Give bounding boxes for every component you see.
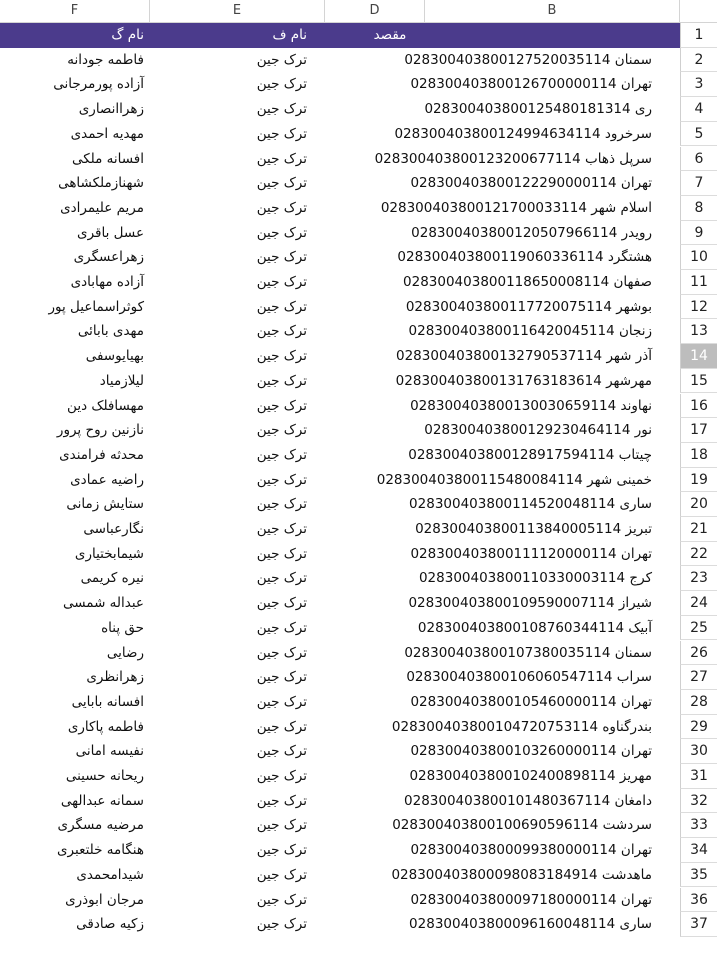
cell-family[interactable]: ترک جین — [256, 224, 307, 241]
cell-name[interactable]: حق پناه — [101, 619, 144, 636]
cell-id-destination[interactable]: 028300403800119060336114 هشتگرد — [397, 249, 652, 266]
row-number[interactable]: 14 — [680, 344, 717, 369]
cell-name[interactable]: ستایش زمانی — [66, 496, 144, 513]
cell-id-destination[interactable]: 028300403800131763183614 مهرشهر — [395, 372, 652, 389]
cell-family[interactable]: ترک جین — [256, 669, 307, 686]
table-row — [0, 863, 717, 888]
cell-name[interactable]: زکیه صادقی — [76, 916, 144, 933]
row-number[interactable]: 34 — [680, 838, 717, 863]
cell-name[interactable]: زهراانصاری — [78, 101, 144, 118]
cell-id-destination[interactable]: 028300403800106060547114 سراب — [406, 669, 652, 686]
cell-name[interactable]: راضیه عمادی — [70, 471, 144, 488]
cell-name[interactable]: عبداله شمسی — [62, 595, 144, 612]
table-row — [0, 369, 717, 394]
cell-name[interactable]: شهنازملکشاهی — [58, 175, 144, 192]
table-row — [0, 542, 717, 567]
row-number[interactable]: 19 — [680, 468, 717, 493]
table-row — [0, 813, 717, 838]
cell-family[interactable]: ترک جین — [256, 471, 307, 488]
table-row — [0, 715, 717, 740]
cell-id-destination[interactable]: 028300403800116420045114 زنجان — [408, 323, 652, 340]
row-number[interactable]: 33 — [680, 813, 717, 838]
header-cell-family[interactable]: نام ف — [272, 27, 307, 43]
cell-name[interactable]: نازنین روح پرور — [56, 422, 144, 439]
table-row — [0, 394, 717, 419]
cell-id-destination[interactable]: 028300403800097180000114 تهران — [410, 891, 652, 908]
table-row — [0, 566, 717, 591]
table-row — [0, 789, 717, 814]
row-number[interactable]: 11 — [680, 270, 717, 295]
table-row — [0, 418, 717, 443]
header-cell-destination[interactable]: مقصد — [373, 27, 407, 43]
header-cell-name[interactable]: نام گ — [111, 27, 144, 43]
cell-family[interactable]: ترک جین — [256, 595, 307, 612]
row-number[interactable]: 37 — [680, 912, 717, 937]
column-header-bar — [0, 0, 717, 23]
column-header-e[interactable]: E — [150, 0, 325, 22]
row-number[interactable]: 23 — [680, 566, 717, 591]
cell-name[interactable]: مهدی بابائی — [77, 323, 144, 340]
cell-family[interactable]: ترک جین — [256, 101, 307, 118]
cell-id-destination[interactable]: 028300403800103260000114 تهران — [410, 743, 652, 760]
cell-family[interactable]: ترک جین — [256, 644, 307, 661]
row-number[interactable]: 10 — [680, 245, 717, 270]
cell-name[interactable]: مریم علیمرادی — [60, 199, 144, 216]
cell-name[interactable]: رضایی — [106, 644, 144, 661]
column-header-f[interactable]: F — [0, 0, 150, 22]
row-number[interactable]: 8 — [680, 196, 717, 221]
cell-family[interactable]: ترک جین — [256, 842, 307, 859]
row-number[interactable]: 6 — [680, 147, 717, 172]
row-number[interactable]: 32 — [680, 789, 717, 814]
cell-family[interactable]: ترک جین — [256, 323, 307, 340]
row-number[interactable]: 9 — [680, 221, 717, 246]
cell-name[interactable]: زهرانظری — [86, 669, 144, 686]
row-number[interactable]: 28 — [680, 690, 717, 715]
cell-family[interactable]: ترک جین — [256, 397, 307, 414]
row-number[interactable]: 27 — [680, 665, 717, 690]
row-number[interactable]: 24 — [680, 591, 717, 616]
cell-name[interactable]: سمانه عبدالهی — [60, 792, 144, 809]
row-number[interactable]: 16 — [680, 394, 717, 419]
cell-name[interactable]: عسل باقری — [77, 224, 144, 241]
cell-id-destination[interactable]: 028300403800110330003114 کرج — [418, 570, 652, 587]
cell-id-destination[interactable]: 028300403800104720753114 بندرگناوه — [391, 718, 652, 735]
cell-name[interactable]: کوثراسماعیل پور — [48, 298, 144, 315]
table-row — [0, 492, 717, 517]
cell-name[interactable]: شیدامحمدی — [76, 866, 144, 883]
cell-family[interactable]: ترک جین — [256, 570, 307, 587]
cell-name[interactable]: فاطمه پاکاری — [67, 718, 144, 735]
cell-id-destination[interactable]: 028300403800102400898114 مهریز — [409, 768, 652, 784]
cell-id-destination[interactable]: 028300403800105460000114 تهران — [410, 693, 652, 710]
cell-name[interactable]: هنگامه خلتعبری — [56, 842, 144, 859]
table-header-row — [0, 23, 717, 48]
row-number[interactable]: 17 — [680, 418, 717, 443]
cell-name[interactable]: لیلازمیاد — [99, 372, 144, 389]
cell-id-destination[interactable]: 028300403800118650008114 صفهان — [403, 274, 652, 290]
table-row — [0, 319, 717, 344]
cell-name[interactable]: آزاده مهابادی — [70, 274, 144, 290]
cell-name[interactable]: بهیایوسفی — [85, 348, 144, 365]
cell-name[interactable]: محدثه فرامندی — [59, 446, 144, 463]
cell-family[interactable]: ترک جین — [256, 125, 307, 142]
table-row — [0, 443, 717, 468]
table-row — [0, 690, 717, 715]
table-row — [0, 838, 717, 863]
row-number[interactable]: 12 — [680, 295, 717, 320]
table-row — [0, 739, 717, 764]
cell-family[interactable]: ترک جین — [256, 446, 307, 463]
cell-family[interactable]: ترک جین — [256, 916, 307, 933]
cell-family[interactable]: ترک جین — [256, 496, 307, 513]
cell-family[interactable]: ترک جین — [256, 348, 307, 365]
row-number[interactable]: 3 — [680, 72, 717, 97]
row-number[interactable]: 26 — [680, 641, 717, 666]
row-number[interactable]: 13 — [680, 319, 717, 344]
cell-id-destination[interactable]: 028300403800111120000114 تهران — [410, 545, 652, 562]
row-number[interactable]: 31 — [680, 764, 717, 789]
cell-id-destination[interactable]: 028300403800108760344114 آبیک — [417, 619, 652, 636]
cell-name[interactable]: شیمابختیاری — [74, 545, 144, 562]
row-number[interactable]: 29 — [680, 715, 717, 740]
cell-id-destination[interactable]: 028300403800099380000114 تهران — [410, 842, 652, 859]
cell-id-destination[interactable]: 028300403800129230464114 نور — [424, 422, 652, 439]
table-row — [0, 147, 717, 172]
cell-family[interactable]: ترک جین — [256, 768, 307, 784]
table-row — [0, 764, 717, 789]
cell-family[interactable]: ترک جین — [256, 51, 307, 68]
table-row — [0, 295, 717, 320]
cell-name[interactable]: نیره کریمی — [80, 570, 144, 587]
table-row — [0, 344, 717, 369]
cell-family[interactable]: ترک جین — [256, 199, 307, 216]
cell-family[interactable]: ترک جین — [256, 422, 307, 439]
row-number[interactable]: 22 — [680, 542, 717, 567]
cell-family[interactable]: ترک جین — [256, 298, 307, 315]
table-row — [0, 517, 717, 542]
table-row — [0, 616, 717, 641]
row-number[interactable]: 20 — [680, 492, 717, 517]
cell-id-destination[interactable]: 028300403800098083184914 ماهدشت — [391, 866, 652, 883]
cell-id-destination[interactable]: 028300403800126700000114 تهران — [410, 76, 652, 93]
row-number[interactable]: 36 — [680, 888, 717, 913]
cell-name[interactable]: مرجان ابوذری — [65, 891, 144, 908]
table-row — [0, 912, 717, 937]
table-row — [0, 665, 717, 690]
table-row — [0, 196, 717, 221]
cell-id-destination[interactable]: 028300403800115480084114 خمینی شهر — [376, 471, 652, 488]
cell-name[interactable]: آزاده پورمرجانی — [53, 76, 144, 93]
cell-family[interactable]: ترک جین — [256, 718, 307, 735]
column-header-b[interactable]: B — [425, 0, 680, 22]
cell-family[interactable]: ترک جین — [256, 743, 307, 760]
table-row — [0, 72, 717, 97]
cell-family[interactable]: ترک جین — [256, 274, 307, 290]
table-row — [0, 270, 717, 295]
cell-name[interactable]: مهسافلک دین — [67, 397, 144, 414]
cell-id-destination[interactable]: 028300403800117720075114 بوشهر — [405, 298, 652, 315]
cell-id-destination[interactable]: 028300403800124994634114 سرخرود — [394, 125, 652, 142]
table-row — [0, 641, 717, 666]
cell-id-destination[interactable]: 028300403800132790537114 آذر شهر — [396, 348, 652, 365]
cell-name[interactable]: ریحانه حسینی — [65, 768, 144, 784]
table-row — [0, 468, 717, 493]
table-row — [0, 888, 717, 913]
cell-id-destination[interactable]: 028300403800109590007114 شیراز — [408, 595, 652, 612]
table-row — [0, 97, 717, 122]
cell-id-destination[interactable]: 028300403800122290000114 تهران — [410, 175, 652, 192]
row-number[interactable]: 4 — [680, 97, 717, 122]
cell-name[interactable]: زهراعسگری — [73, 249, 144, 266]
cell-id-destination[interactable]: 028300403800101480367114 دامغان — [404, 792, 652, 809]
cell-family[interactable]: ترک جین — [256, 76, 307, 93]
cell-name[interactable]: نگارعباسی — [83, 521, 144, 537]
table-row — [0, 221, 717, 246]
cell-family[interactable]: ترک جین — [256, 372, 307, 389]
cell-family[interactable]: ترک جین — [256, 792, 307, 809]
cell-family[interactable]: ترک جین — [256, 619, 307, 636]
cell-family[interactable]: ترک جین — [256, 866, 307, 883]
cell-family[interactable]: ترک جین — [256, 891, 307, 908]
row-number[interactable]: 18 — [680, 443, 717, 468]
row-number[interactable]: 25 — [680, 616, 717, 641]
cell-name[interactable]: افسانه ملکی — [71, 150, 144, 167]
row-number[interactable]: 1 — [680, 23, 717, 48]
column-header-d[interactable]: D — [325, 0, 425, 22]
cell-id-destination[interactable]: 028300403800120507966114 رویدر — [411, 224, 652, 241]
cell-id-destination[interactable]: 028300403800121700033114 اسلام شهر — [380, 199, 652, 216]
cell-name[interactable]: فاطمه جودانه — [67, 51, 144, 68]
cell-name[interactable]: مهدیه احمدی — [70, 125, 144, 142]
cell-id-destination[interactable]: 028300403800114520048114 ساری — [409, 496, 652, 513]
cell-id-destination[interactable]: 028300403800096160048114 ساری — [409, 916, 652, 933]
cell-id-destination[interactable]: 028300403800123200677114 سرپل ذهاب — [374, 150, 652, 167]
cell-id-destination[interactable]: 028300403800125480181314 ری — [424, 101, 652, 118]
row-number[interactable]: 7 — [680, 171, 717, 196]
cell-id-destination[interactable]: 028300403800107380035114 سمنان — [404, 644, 652, 661]
cell-family[interactable]: ترک جین — [256, 175, 307, 192]
table-row — [0, 122, 717, 147]
cell-id-destination[interactable]: 028300403800127520035114 سمنان — [404, 51, 652, 68]
row-number[interactable]: 5 — [680, 122, 717, 147]
cell-family[interactable]: ترک جین — [256, 249, 307, 266]
cell-id-destination[interactable]: 028300403800100690596114 سردشت — [392, 817, 652, 834]
row-number[interactable]: 2 — [680, 48, 717, 73]
cell-family[interactable]: ترک جین — [256, 817, 307, 834]
table-row — [0, 48, 717, 73]
row-number[interactable]: 15 — [680, 369, 717, 394]
cell-name[interactable]: مرضیه مسگری — [57, 817, 144, 834]
cell-id-destination[interactable]: 028300403800113840005114 تبریز — [415, 521, 652, 537]
table-row — [0, 591, 717, 616]
cell-family[interactable]: ترک جین — [256, 521, 307, 537]
row-number[interactable]: 35 — [680, 863, 717, 888]
cell-family[interactable]: ترک جین — [256, 150, 307, 167]
table-row — [0, 171, 717, 196]
select-all-corner[interactable] — [680, 0, 717, 22]
cell-name[interactable]: نفیسه امانی — [75, 743, 144, 760]
row-number[interactable]: 21 — [680, 517, 717, 542]
row-number[interactable]: 30 — [680, 739, 717, 764]
cell-name[interactable]: افسانه بابایی — [71, 693, 144, 710]
table-row — [0, 245, 717, 270]
cell-id-destination[interactable]: 028300403800128917594114 چیتاب — [408, 446, 652, 463]
cell-id-destination[interactable]: 028300403800130030659114 نهاوند — [410, 397, 652, 414]
cell-family[interactable]: ترک جین — [256, 693, 307, 710]
cell-family[interactable]: ترک جین — [256, 545, 307, 562]
